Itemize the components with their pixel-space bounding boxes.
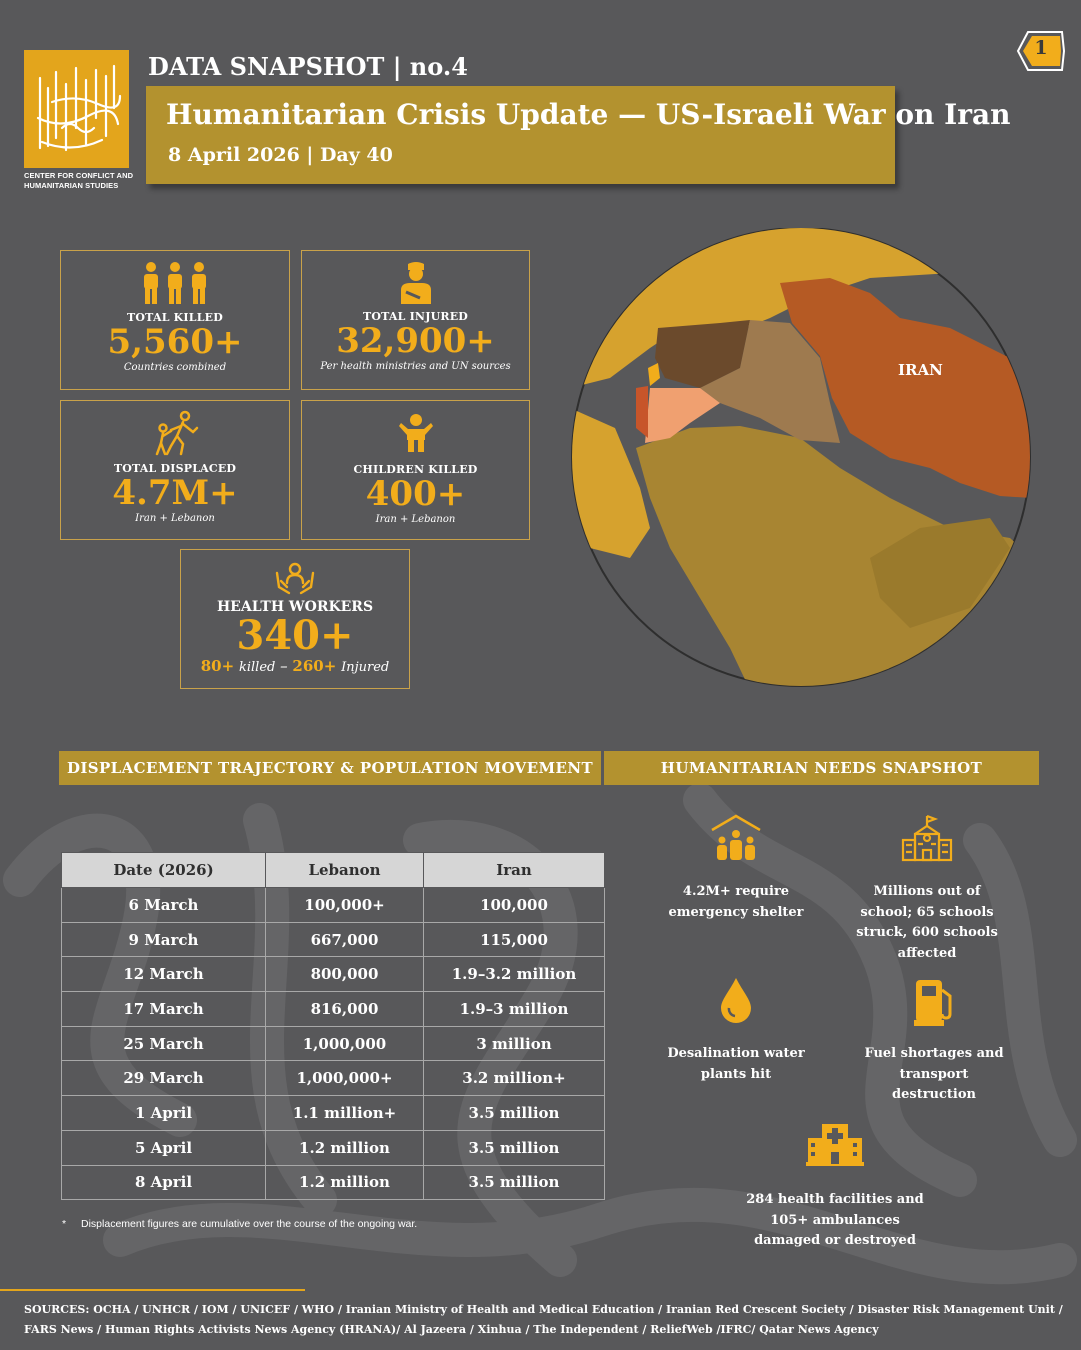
need-shelter-text (646, 882, 826, 923)
total-injured-note: Per health ministries and UN sources (320, 361, 511, 372)
table-row (62, 1026, 605, 1061)
calligraphy-logo-icon (32, 58, 122, 158)
total-killed-label: TOTAL KILLED (127, 311, 223, 324)
need-item-shelter (646, 814, 826, 923)
sources-divider (0, 1289, 305, 1291)
children-killed-card (301, 400, 530, 540)
total-killed-card (60, 250, 290, 390)
need-line: struck, 600 schools (856, 925, 998, 940)
health-workers-killed-count: 80+ (200, 657, 235, 675)
page-number: 1 (1034, 37, 1048, 59)
health-workers-card (180, 549, 410, 689)
report-date: 8 April 2026 | Day 40 (168, 144, 393, 166)
need-line: emergency shelter (668, 904, 804, 920)
cell-lebanon: 816,000 (266, 992, 424, 1027)
need-item-health (740, 1122, 930, 1252)
health-workers-value: 340+ (236, 612, 354, 659)
needs-section-header: HUMANITARIAN NEEDS SNAPSHOT (604, 751, 1039, 785)
child-icon (398, 413, 434, 453)
page-number-badge (1016, 30, 1066, 72)
need-line: affected (897, 945, 957, 961)
total-displaced-label: TOTAL DISPLACED (113, 462, 237, 475)
displacement-table (61, 852, 605, 1200)
table-row (62, 957, 605, 992)
cell-date: 9 March (62, 922, 266, 957)
cell-iran: 3.2 million+ (424, 1061, 605, 1096)
cell-date: 1 April (62, 1096, 266, 1131)
table-footnote (62, 1218, 417, 1230)
need-fuel-text (836, 1044, 1032, 1106)
cell-lebanon: 1.1 million+ (266, 1096, 424, 1131)
need-water-text (646, 1044, 826, 1085)
total-killed-value: 5,560+ (107, 322, 243, 362)
cell-lebanon: 100,000+ (266, 888, 424, 923)
need-line: plants hit (700, 1066, 772, 1082)
cell-lebanon: 1,000,000+ (266, 1061, 424, 1096)
cell-lebanon: 800,000 (266, 957, 424, 992)
school-icon (901, 814, 953, 862)
displacement-section-header: DISPLACEMENT TRAJECTORY & POPULATION MOVEMENT (59, 751, 601, 785)
fuel-pump-icon (912, 976, 956, 1028)
need-line: transport (899, 1066, 969, 1082)
column-header-iran: Iran (424, 853, 605, 888)
cell-lebanon: 1.2 million (266, 1165, 424, 1200)
health-workers-killed-label: killed (238, 660, 276, 675)
shelter-icon (710, 814, 762, 862)
need-item-schools (836, 814, 1018, 964)
cell-lebanon: 1.2 million (266, 1130, 424, 1165)
logo-caption: CENTER FOR CONFLICT AND HUMANITARIAN STUDIES (24, 171, 134, 190)
footnote-text: Displacement figures are cumulative over the course of the ongoing war. (81, 1218, 418, 1230)
need-line: 105+ ambulances (770, 1212, 900, 1228)
table-row (62, 992, 605, 1027)
need-item-water (646, 976, 826, 1085)
need-line: damaged or destroyed (754, 1233, 916, 1248)
cell-iran: 115,000 (424, 922, 605, 957)
total-displaced-card (60, 400, 290, 540)
cell-date: 25 March (62, 1026, 266, 1061)
table-row (62, 1130, 605, 1165)
total-injured-value: 32,900+ (336, 321, 495, 361)
table-header-row (62, 853, 605, 888)
need-item-fuel (836, 976, 1032, 1106)
cell-date: 6 March (62, 888, 266, 923)
need-line: school; 65 schools (860, 904, 994, 920)
column-header-date: Date (2026) (62, 853, 266, 888)
cell-lebanon: 1,000,000 (266, 1026, 424, 1061)
center-logo (24, 50, 129, 168)
water-drop-icon (719, 976, 753, 1024)
cell-date: 12 March (62, 957, 266, 992)
health-workers-injured-count: 260+ (292, 657, 337, 675)
cell-date: 8 April (62, 1165, 266, 1200)
table-row (62, 1061, 605, 1096)
total-displaced-note: Iran + Lebanon (135, 513, 215, 524)
need-line: 284 health facilities and (746, 1192, 924, 1207)
iran-label: IRAN (898, 361, 943, 379)
table-row (62, 888, 605, 923)
footnote-mark: * (62, 1218, 67, 1230)
breakdown-dash: – (280, 657, 288, 675)
children-killed-note: Iran + Lebanon (375, 514, 456, 525)
fleeing-family-icon (149, 410, 201, 456)
total-injured-card (301, 250, 530, 390)
table-row (62, 1165, 605, 1200)
need-line: 4.2M+ require (682, 884, 790, 899)
region-map (570, 228, 1032, 690)
health-workers-label: HEALTH WORKERS (216, 599, 374, 615)
people-group-icon (139, 261, 211, 305)
children-killed-label: CHILDREN KILLED (353, 463, 478, 476)
need-line: destruction (892, 1087, 976, 1102)
cell-iran: 3.5 million (424, 1096, 605, 1131)
cell-date: 29 March (62, 1061, 266, 1096)
cell-iran: 100,000 (424, 888, 605, 923)
total-killed-note: Countries combined (123, 362, 227, 373)
cell-iran: 1.9–3 million (424, 992, 605, 1027)
need-line: Fuel shortages and (864, 1046, 1004, 1061)
hospital-icon (806, 1122, 864, 1166)
cell-date: 17 March (62, 992, 266, 1027)
injured-person-icon (396, 260, 436, 306)
cell-iran: 3.5 million (424, 1130, 605, 1165)
sources-text: SOURCES: OCHA / UNHCR / IOM / UNICEF / WHO / Iranian Ministry of Health and Medical Education / Iranian Red Crescent Society / Disaster Risk Management Unit / FARS News / Human Rights Activists News Agency (HRANA)/ Al Jazeera / Xinhua / The Independent / ReliefWeb /IFRC/ Qatar News Agency (24, 1303, 1063, 1336)
total-injured-label: TOTAL INJURED (362, 310, 469, 323)
page-title: Humanitarian Crisis Update — US-Israeli War on Iran (166, 98, 1011, 131)
cell-lebanon: 667,000 (266, 922, 424, 957)
need-schools-text (836, 882, 1018, 964)
snapshot-label: DATA SNAPSHOT | no.4 (148, 52, 468, 81)
need-line: Desalination water (667, 1046, 805, 1061)
health-workers-injured-label: Injured (341, 660, 390, 675)
table-row (62, 922, 605, 957)
need-line: Millions out of (873, 884, 981, 899)
cell-iran: 3.5 million (424, 1165, 605, 1200)
health-workers-breakdown (181, 657, 409, 675)
need-health-text (740, 1190, 930, 1252)
table-row (62, 1096, 605, 1131)
cell-iran: 3 million (424, 1026, 605, 1061)
column-header-lebanon: Lebanon (266, 853, 424, 888)
cell-date: 5 April (62, 1130, 266, 1165)
total-displaced-value: 4.7M+ (112, 473, 238, 513)
cell-iran: 1.9–3.2 million (424, 957, 605, 992)
children-killed-value: 400+ (365, 474, 466, 514)
hands-caring-icon (275, 561, 315, 595)
